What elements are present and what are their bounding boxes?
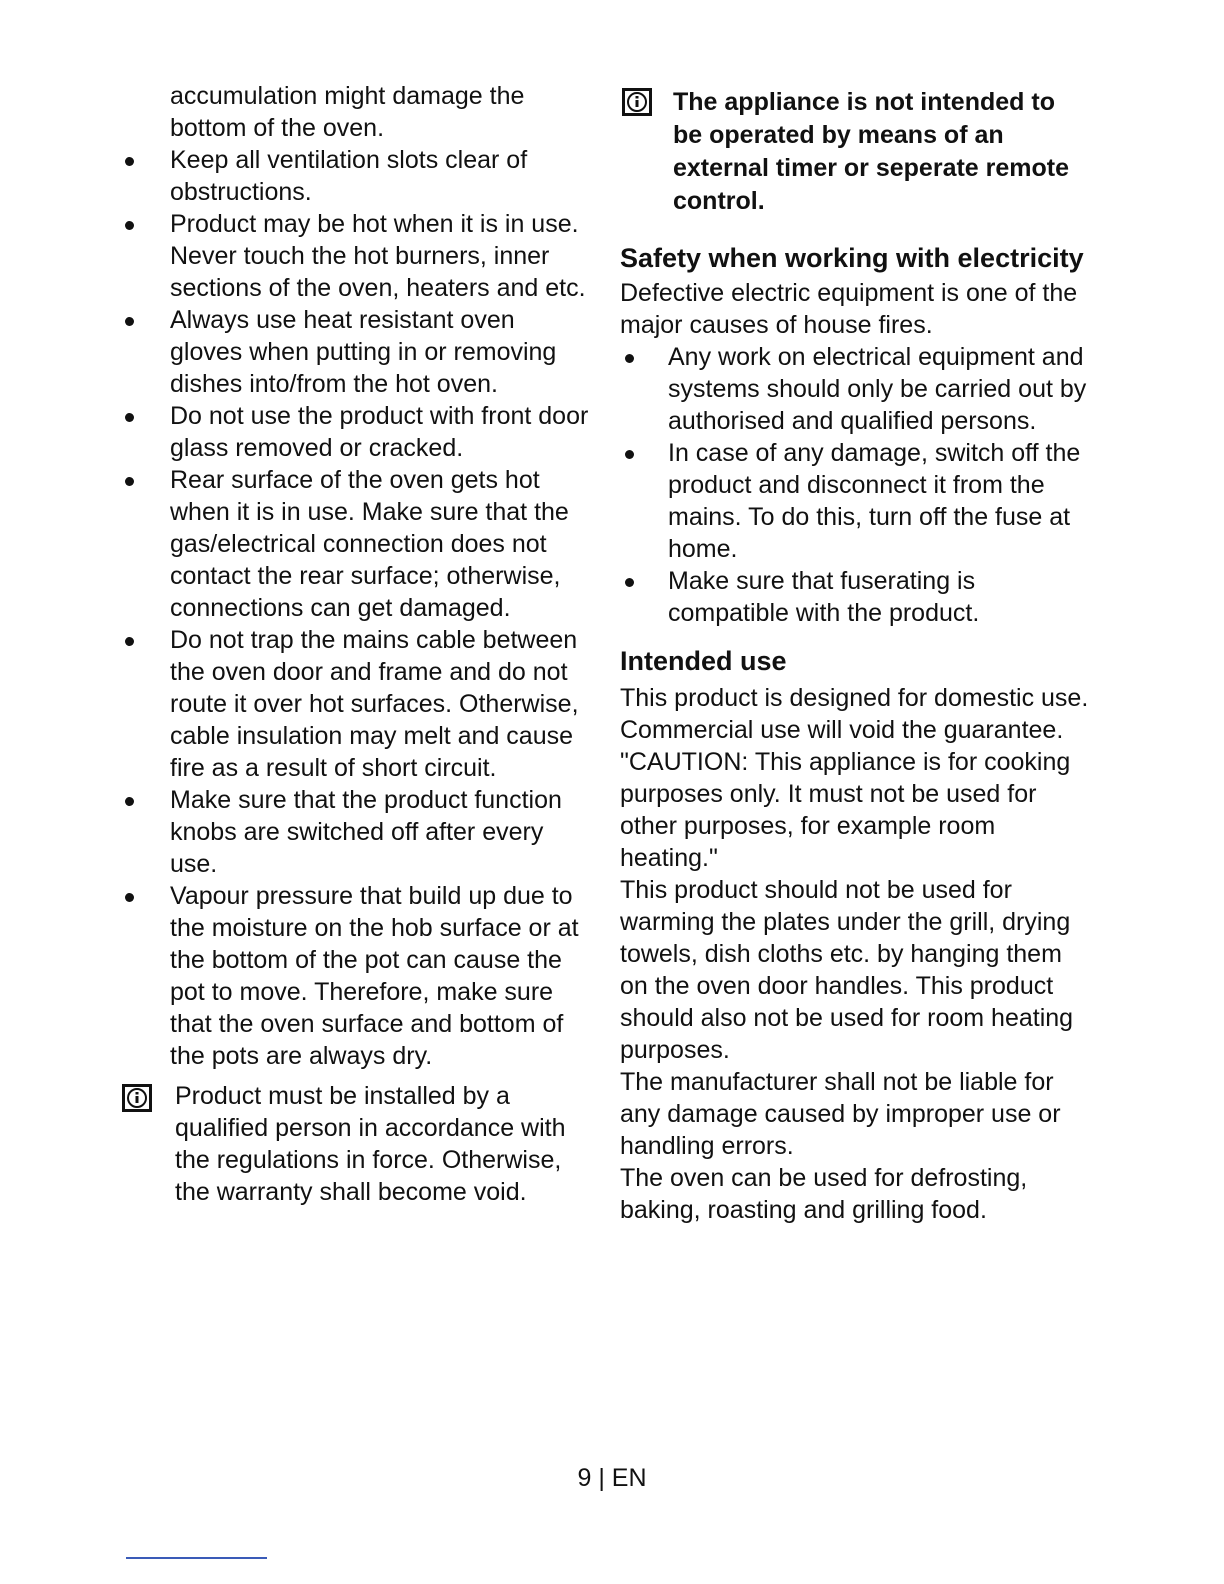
installation-note-text: Product must be installed by a qualified person in accordance with the regulations in force. Otherwise, the warranty shall become void.: [175, 1082, 566, 1206]
list-item: Vapour pressure that build up due to the moisture on the hob surface or at the bottom of the pot can cause the pot to move. Therefore, make sure that the oven surface and bottom of the pots are always dry.: [120, 880, 590, 1072]
intended-paragraph: The manufacturer shall not be liable for any damage caused by improper use or handling errors.: [620, 1068, 1061, 1160]
intended-paragraph: The oven can be used for defrosting, baking, roasting and grilling food.: [620, 1164, 1028, 1224]
bottom-divider: [126, 1557, 267, 1559]
left-column: [120, 80, 590, 1208]
timer-warning-note: [620, 80, 1090, 218]
list-item: Product may be hot when it is in use. Never touch the hot burners, inner sections of the oven, heaters and etc.: [120, 208, 590, 304]
section-heading-intended-use: Intended use: [620, 646, 787, 676]
info-icon: [622, 88, 652, 116]
list-item: Do not trap the mains cable between the oven door and frame and do not route it over hot surfaces. Otherwise, cable insulation may melt and cause fire as a result of short circuit.: [120, 624, 590, 784]
left-bullet-list: [120, 80, 590, 1072]
electricity-bullet-list: [620, 341, 1090, 629]
list-item: Any work on electrical equipment and systems should only be carried out by authorised and qualified persons.: [620, 341, 1090, 437]
electricity-intro: Defective electric equipment is one of the major causes of house fires.: [620, 279, 1078, 339]
list-item: Make sure that the product function knobs are switched off after every use.: [120, 784, 590, 880]
info-icon: [122, 1084, 152, 1112]
section-heading-electricity: Safety when working with electricity: [620, 243, 1084, 273]
page-number: 9 | EN: [577, 1464, 647, 1492]
intended-paragraph: "CAUTION: This appliance is for cooking purposes only. It must not be used for other purposes, for example room heating.": [620, 748, 1071, 872]
list-item: Keep all ventilation slots clear of obstructions.: [120, 144, 590, 208]
list-item: Do not use the product with front door glass removed or cracked.: [120, 400, 590, 464]
list-item-continuation: accumulation might damage the bottom of the oven.: [170, 82, 525, 142]
list-item: Rear surface of the oven gets hot when it is in use. Make sure that the gas/electrical connection does not contact the rear surface; otherwise, connections can get damaged.: [120, 464, 590, 624]
timer-warning-text: The appliance is not intended to be operated by means of an external timer or seperate remote control.: [673, 88, 1070, 215]
intended-paragraph: This product should not be used for warming the plates under the grill, drying towels, dish cloths etc. by hanging them on the oven door handles. This product should also not be used for room heating purposes.: [620, 876, 1074, 1064]
intended-paragraph: This product is designed for domestic use. Commercial use will void the guarantee.: [620, 684, 1089, 744]
list-item: Make sure that fuserating is compatible with the product.: [620, 565, 1090, 629]
right-column: [620, 80, 1090, 1226]
list-item: Always use heat resistant oven gloves when putting in or removing dishes into/from the hot oven.: [120, 304, 590, 400]
list-item: In case of any damage, switch off the product and disconnect it from the mains. To do this, turn off the fuse at home.: [620, 437, 1090, 565]
installation-note: [120, 1080, 590, 1208]
